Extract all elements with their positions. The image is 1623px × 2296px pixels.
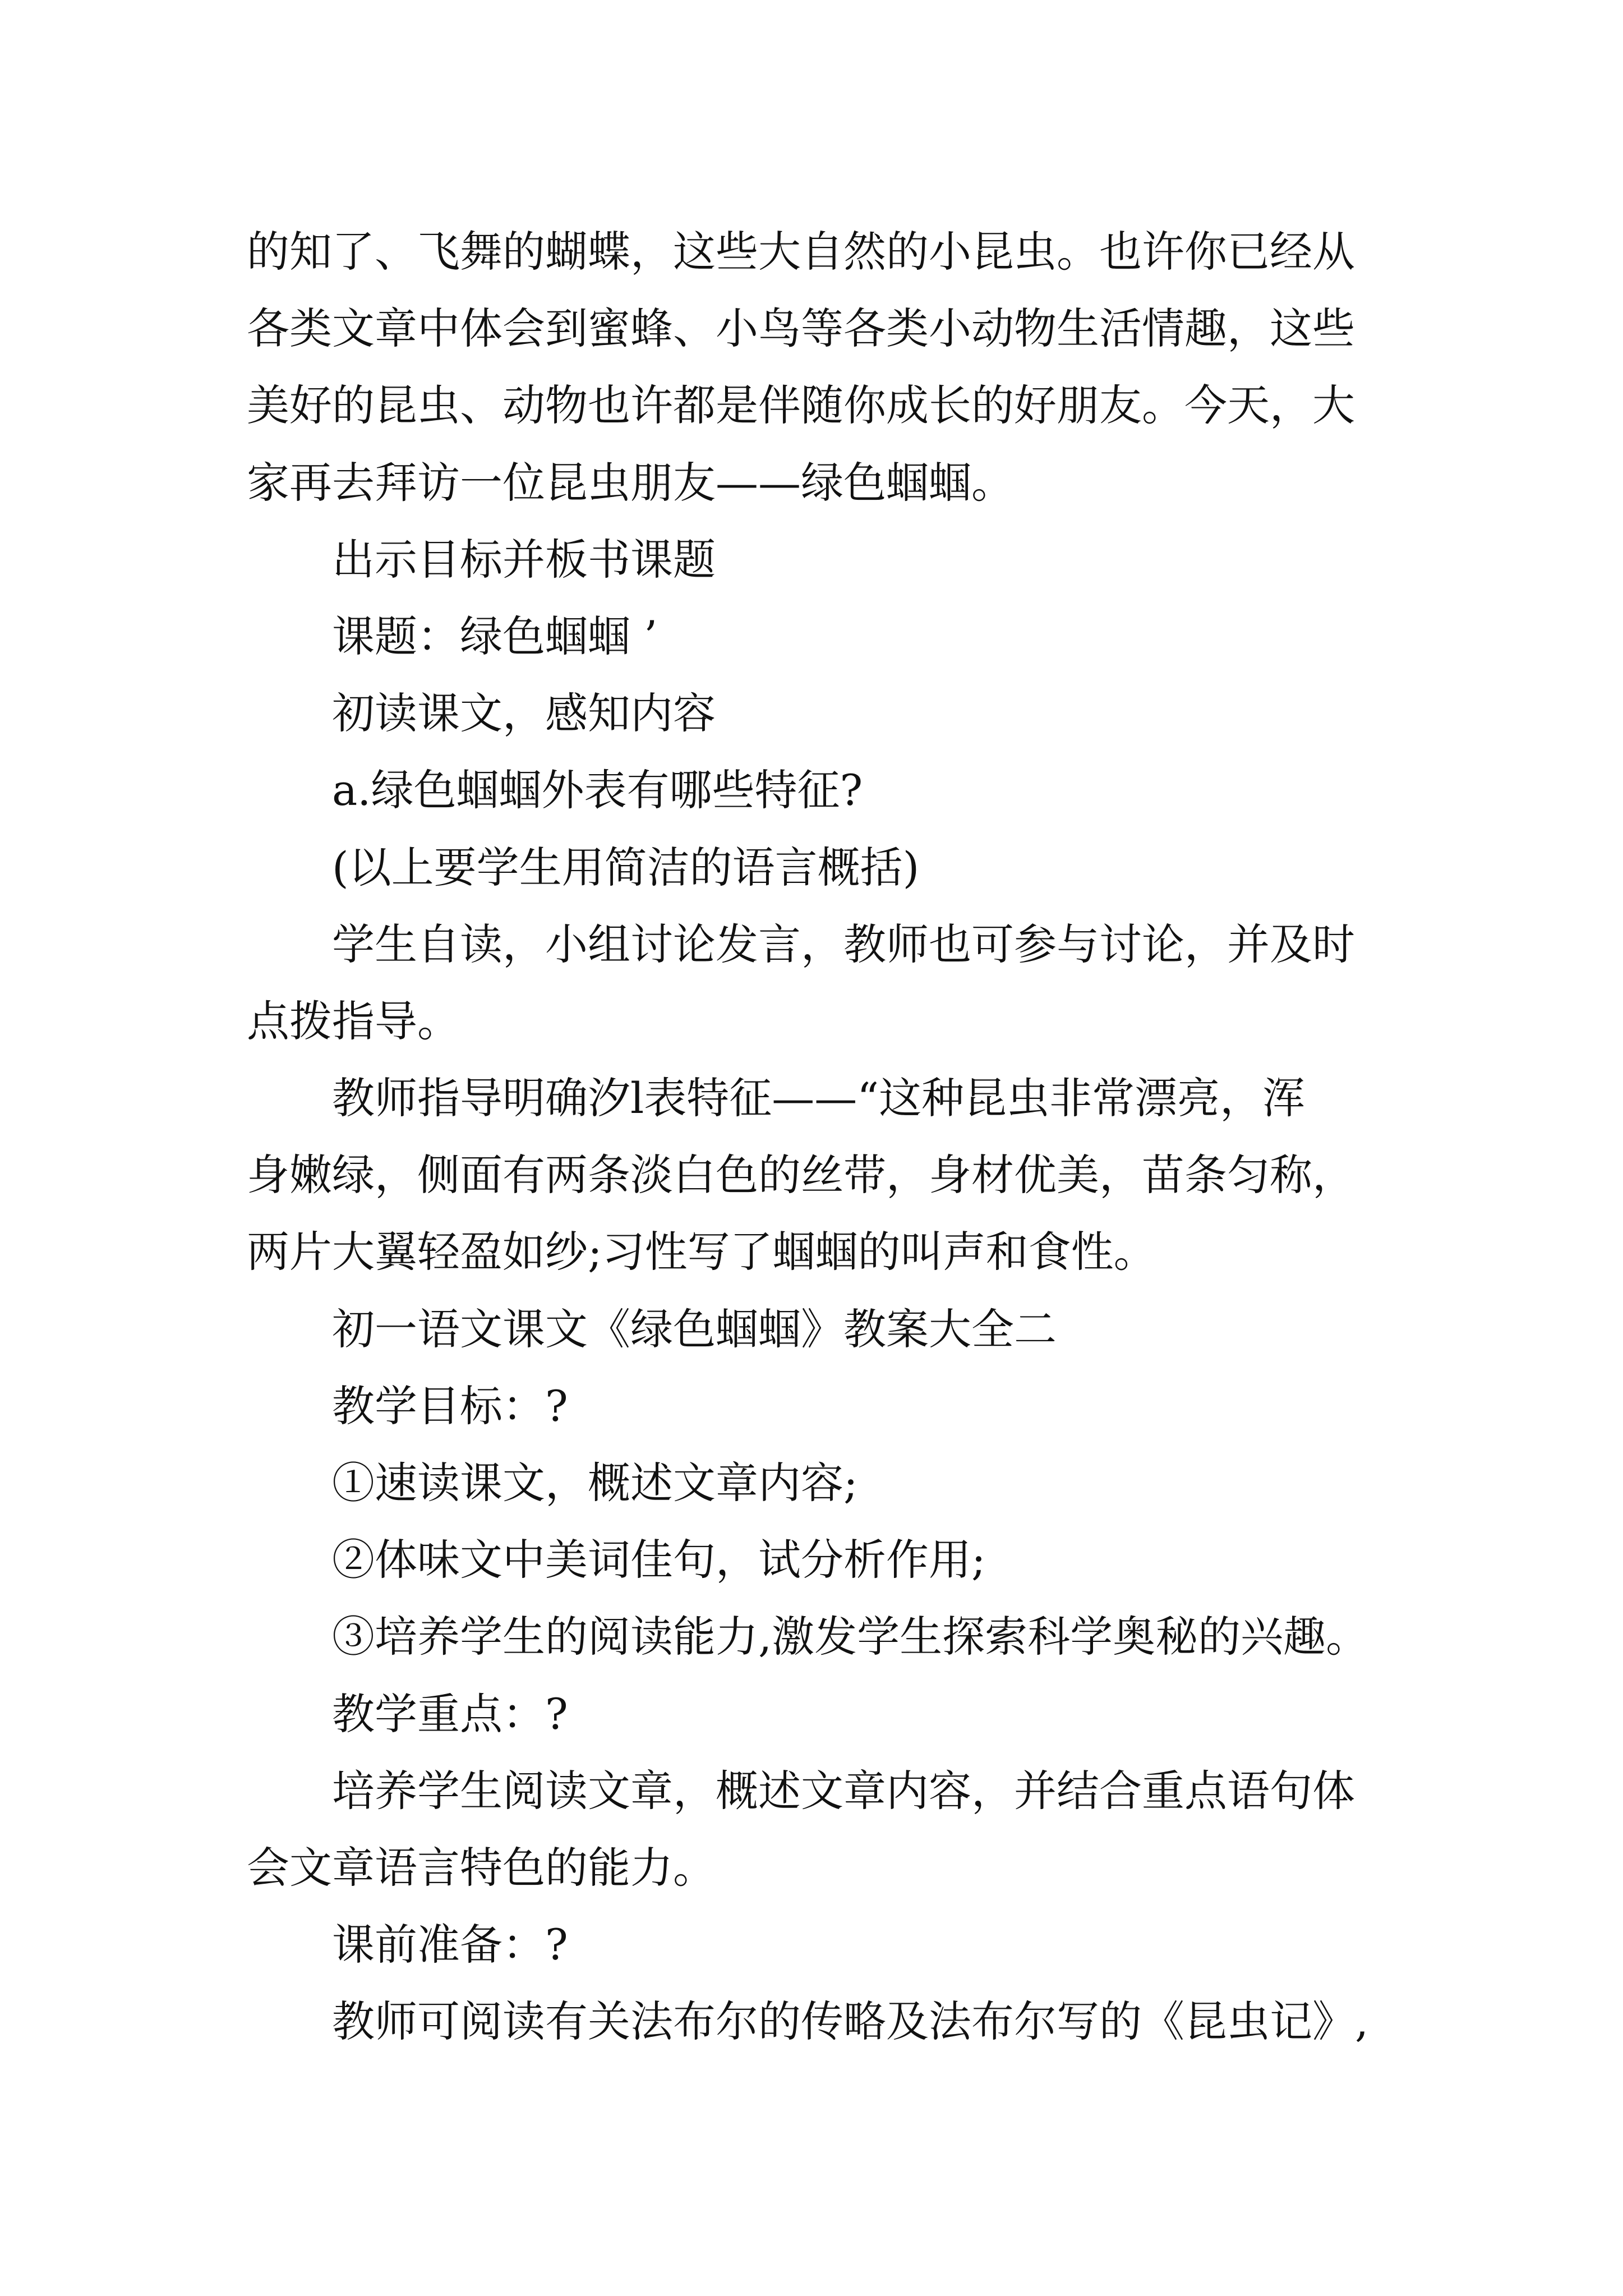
text-line: (以上要学生用简洁的语言概括) bbox=[332, 842, 920, 892]
text-line: 各类文章中体会到蜜蜂、小鸟等各类小动物生活情趣，这些 bbox=[247, 303, 1355, 354]
text-line: 点拨指导。 bbox=[247, 996, 460, 1046]
text-line: 课题：绿色蝈蝈 ’ bbox=[332, 611, 658, 661]
text-line: 出示目标并板书课题 bbox=[332, 534, 716, 585]
section-heading: 初一语文课文《绿色蝈蝈》教案大全二 bbox=[332, 1304, 1057, 1354]
text-line: 学生自读，小组讨论发言，教师也可参与讨论，并及时 bbox=[332, 919, 1355, 969]
text-line: ②体味文中美词佳句，试分析作用; bbox=[332, 1535, 986, 1585]
text-line: 教师指导明确汐l表特征——“这种昆虫非常漂亮，浑 bbox=[332, 1073, 1306, 1124]
text-line: 会文章语言特色的能力。 bbox=[247, 1842, 716, 1893]
text-line: 课前准备：? bbox=[332, 1920, 568, 1970]
text-line: 教师可阅读有关法布尔的传略及法布尔写的《昆虫记》, bbox=[332, 1996, 1369, 2047]
text-line: 教学目标：? bbox=[332, 1381, 568, 1431]
text-line: 身嫩绿，侧面有两条淡白色的丝带，身材优美，苗条匀称， bbox=[247, 1150, 1355, 1200]
text-line: 培养学生阅读文章，概述文章内容，并结合重点语句体 bbox=[332, 1765, 1355, 1816]
text-line: 教学重点：? bbox=[332, 1688, 568, 1739]
text-line: 家再去拜访一位昆虫朋友——绿色蝈蝈。 bbox=[247, 457, 1014, 508]
text-line: ③培养学生的阅读能力,激发学生探索科学奥秘的兴趣。 bbox=[332, 1612, 1369, 1662]
text-line: 美好的昆虫、动物也许都是伴随你成长的好朋友。今天，大 bbox=[247, 380, 1355, 431]
text-line: 初读课文，感知内容 bbox=[332, 688, 716, 739]
text-line: 两片大翼轻盈如纱;习性写了蝈蝈的叫声和食性。 bbox=[247, 1227, 1156, 1277]
text-line: 的知了、飞舞的蝴蝶，这些大自然的小昆虫。也许你已经从 bbox=[247, 227, 1355, 277]
document-body bbox=[247, 213, 1368, 2060]
text-line: ①速读课文，概述文章内容; bbox=[332, 1458, 858, 1508]
text-line: a.绿色蝈蝈外表有哪些特征? bbox=[332, 765, 863, 816]
